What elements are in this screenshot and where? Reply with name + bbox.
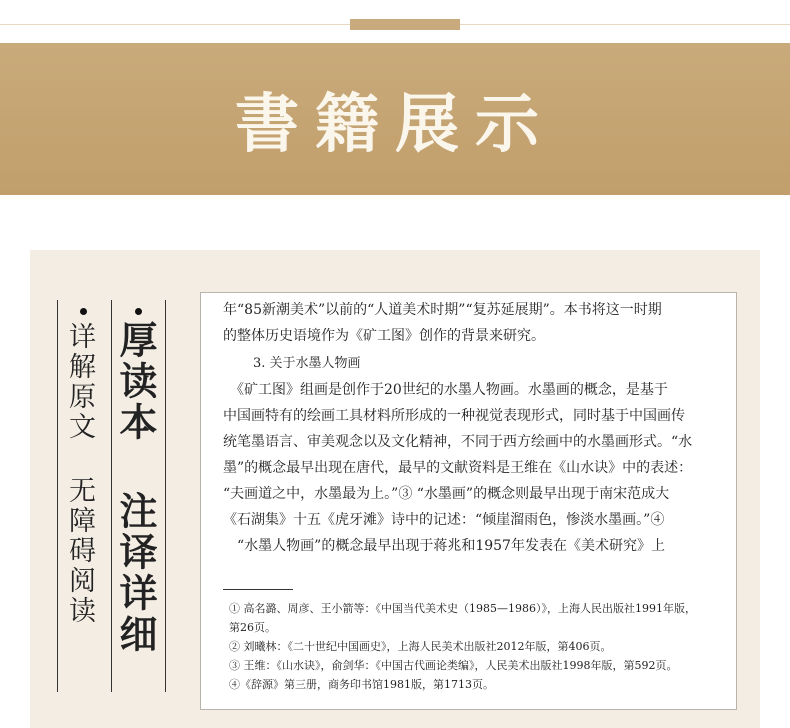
text-line: 的整体历史语境作为《矿工图》创作的背景来研究。 <box>223 328 545 344</box>
text-line: 《矿工图》组画是创作于20世纪的水墨人物画。水墨画的概念，是基于 <box>223 382 668 398</box>
banner-title: 書籍展示 <box>235 87 555 162</box>
footnote: ③ 王维：《山水诀》，俞剑华：《中国古代画论类编》，人民美术出版社1998年版，第592页。 <box>229 659 678 672</box>
title-banner <box>0 43 790 195</box>
top-rule-left <box>0 24 350 25</box>
bullet-dot-big <box>135 308 142 315</box>
book-page-sample <box>200 292 737 710</box>
text-line: 《石湖集》十五《虎牙滩》诗中的记述：“倾崖溜雨色，惨淡水墨画。”④ <box>223 512 665 528</box>
footnote: ② 刘曦林：《二十世纪中国画史》，上海人民美术出版社2012年版，第406页。 <box>229 640 612 653</box>
text-line: 墨”的概念最早出现在唐代，最早的文献资料是王维在《山水诀》中的表述： <box>223 460 693 476</box>
text-line: “水墨人物画”的概念最早出现于蒋兆和1957年发表在《美术研究》上 <box>223 538 665 554</box>
top-rule-right <box>460 24 790 25</box>
text-line: 中国画特有的绘画工具材料所形成的一种视觉表现形式，同时基于中国画传 <box>223 408 685 424</box>
divider-line-big-right <box>165 300 166 692</box>
text-line: 年“85新潮美术”以前的“人道美术时期”“复苏延展期”。本书将这一时期 <box>223 302 662 318</box>
feature-column-detail: 详解原文 无障碍阅读 <box>64 322 95 626</box>
section-subheading: 3. 关于水墨人物画 <box>253 356 361 371</box>
footnote: ① 高名潞、周彦、王小箭等：《中国当代美术史（1985—1986）》，上海人民出版社1991年版， <box>229 602 696 615</box>
footnote: ④《辞源》第三册，商务印书馆1981版，第1713页。 <box>229 678 494 691</box>
divider-line-big-left <box>111 300 112 692</box>
divider-line-small <box>57 300 58 692</box>
bullet-dot-small <box>80 308 87 315</box>
footnote-rule <box>223 589 293 590</box>
footnotes <box>229 599 729 694</box>
text-line: 统笔墨语言、审美观念以及文化精神，不同于西方绘画中的水墨画形式。“水 <box>223 434 693 450</box>
top-accent-bar <box>350 19 460 30</box>
footnote: 第26页。 <box>229 621 276 634</box>
page-body <box>223 297 721 559</box>
feature-column-thick: 厚读本 注译详细 <box>113 320 158 655</box>
text-line: “夫画道之中，水墨最为上。”③ “水墨画”的概念则最早出现于南宋范成大 <box>223 486 670 502</box>
